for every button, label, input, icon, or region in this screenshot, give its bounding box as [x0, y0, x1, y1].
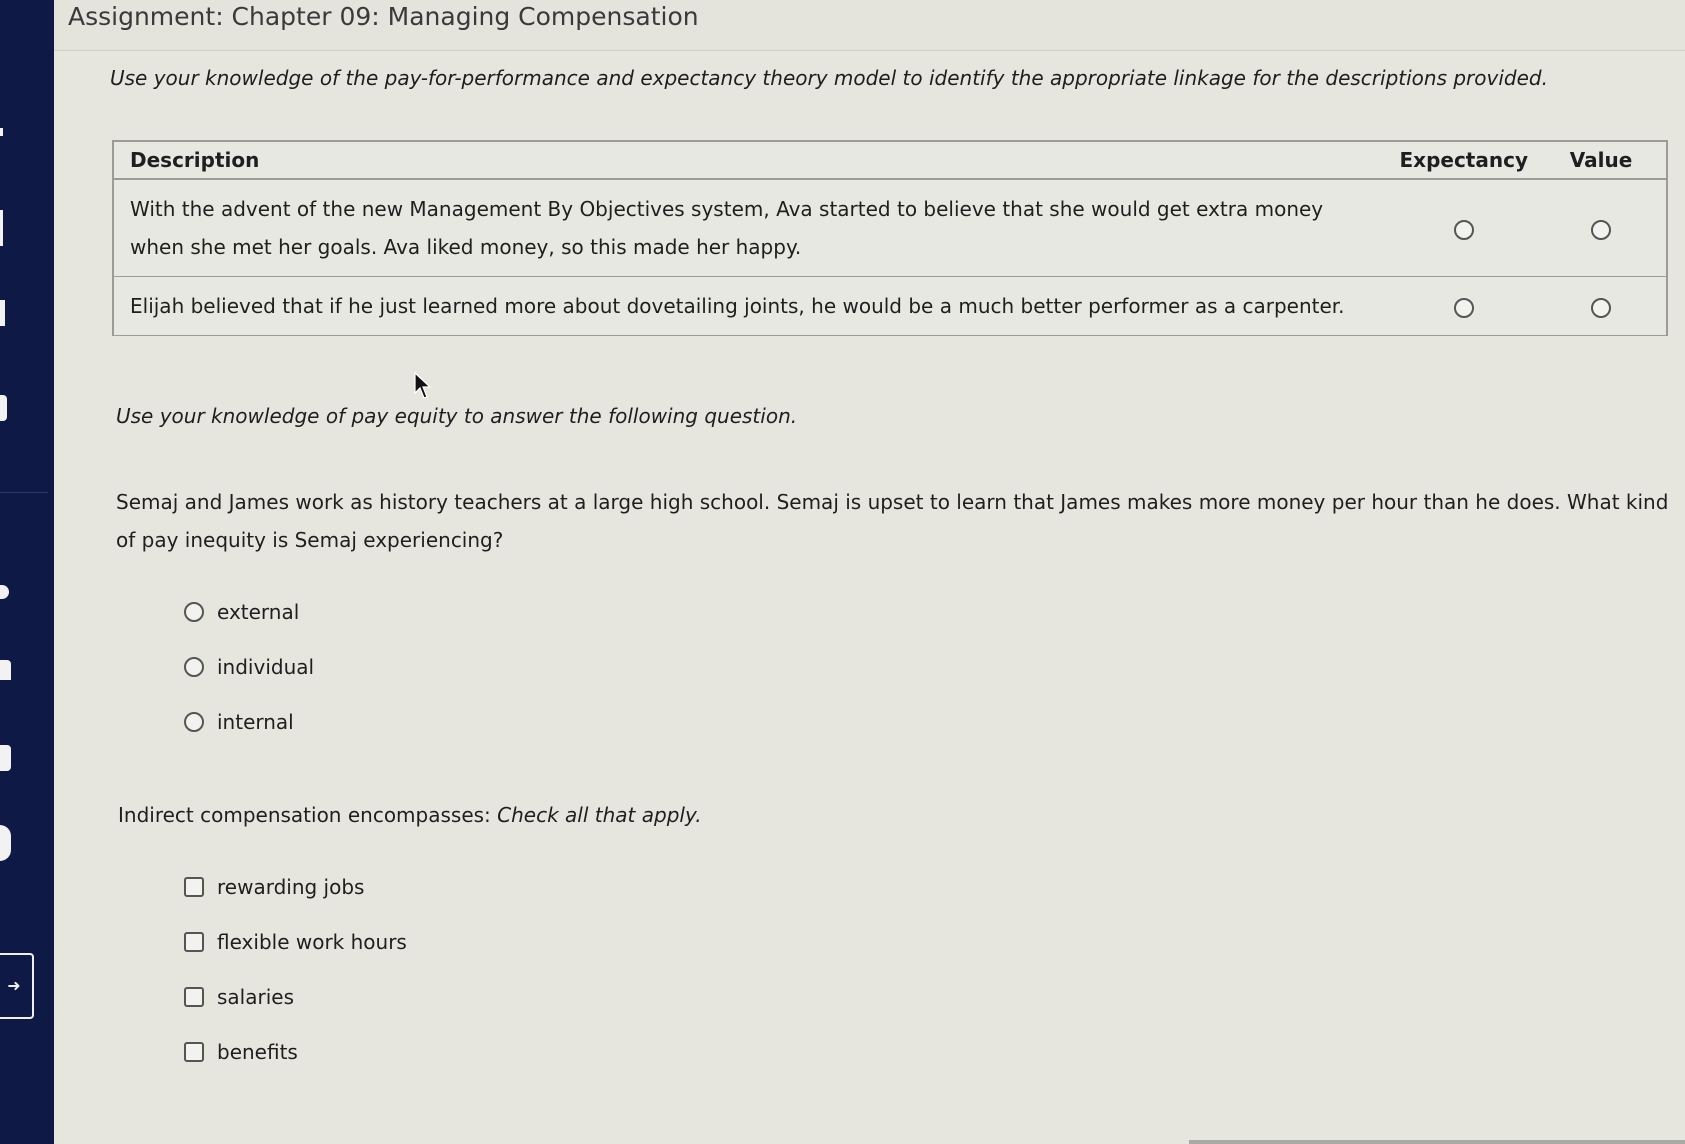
question3-hint: Check all that apply. [497, 803, 702, 827]
sidebar-nav-icon[interactable] [0, 395, 7, 421]
option-label: external [217, 599, 300, 624]
bottom-scroll-strip [1189, 1140, 1685, 1144]
column-header-description: Description [113, 141, 1392, 179]
page-title: Assignment: Chapter 09: Managing Compensation [68, 2, 699, 31]
option-rewarding-jobs[interactable] [184, 859, 407, 914]
option-internal[interactable] [184, 694, 314, 749]
row-description: Elijah believed that if he just learned more about dovetailing joints, he would be a much better performer as a carpenter. [113, 277, 1392, 336]
sidebar-nav-icon[interactable] [0, 128, 3, 136]
value-radio[interactable] [1591, 220, 1611, 240]
question3-prompt-text: Indirect compensation encompasses: [118, 803, 491, 827]
question3-options [184, 859, 407, 1079]
option-radio[interactable] [184, 602, 204, 622]
sidebar-nav-icon[interactable] [0, 825, 11, 861]
table-row [113, 179, 1667, 277]
option-label: salaries [217, 984, 294, 1009]
left-sidebar [0, 0, 54, 1144]
main-content [54, 0, 1685, 1144]
question2-text: Semaj and James work as history teachers at a large high school. Semaj is upset to learn that James makes more money per hour than he does. What kind of pay inequity is Semaj experiencing? [116, 490, 1669, 552]
question1-instruction: Use your knowledge of the pay-for-performance and expectancy theory model to identify the appropriate linkage for the descriptions provided. [110, 66, 1548, 90]
option-radio[interactable] [184, 657, 204, 677]
sidebar-nav-icon[interactable] [0, 210, 3, 246]
sidebar-nav-icon[interactable] [0, 585, 9, 599]
value-radio[interactable] [1591, 298, 1611, 318]
sidebar-divider [0, 492, 48, 493]
page-header [54, 0, 1685, 51]
table-row [113, 277, 1667, 336]
column-header-value: Value [1536, 141, 1667, 179]
cell-expectancy [1392, 277, 1537, 336]
expectancy-radio[interactable] [1454, 298, 1474, 318]
option-label: rewarding jobs [217, 874, 365, 899]
cell-value [1536, 179, 1667, 277]
cell-expectancy [1392, 179, 1537, 277]
option-salaries[interactable] [184, 969, 407, 1024]
sidebar-nav-icon[interactable] [0, 300, 5, 326]
option-label: internal [217, 709, 294, 734]
option-label: flexible work hours [217, 929, 407, 954]
option-checkbox[interactable] [184, 877, 204, 897]
question2-options [184, 584, 314, 749]
mouse-pointer-icon [414, 372, 432, 400]
option-benefits[interactable] [184, 1024, 407, 1079]
option-checkbox[interactable] [184, 987, 204, 1007]
option-external[interactable] [184, 584, 314, 639]
option-radio[interactable] [184, 712, 204, 732]
option-individual[interactable] [184, 639, 314, 694]
column-header-expectancy: Expectancy [1392, 141, 1537, 179]
sidebar-nav-icon[interactable] [0, 745, 11, 771]
row-description: With the advent of the new Management By Objectives system, Ava started to believe that she would get extra money when she met her goals. Ava liked money, so this made her happy. [113, 179, 1392, 277]
expectancy-radio[interactable] [1454, 220, 1474, 240]
option-checkbox[interactable] [184, 1042, 204, 1062]
option-flexible-work-hours[interactable] [184, 914, 407, 969]
question3-prompt [118, 803, 702, 827]
exit-arrow-icon[interactable]: ➜ [0, 953, 34, 1019]
matching-table [112, 140, 1668, 336]
option-checkbox[interactable] [184, 932, 204, 952]
option-label: benefits [217, 1039, 298, 1064]
sidebar-nav-icon[interactable] [0, 660, 11, 680]
question2-instruction: Use your knowledge of pay equity to answer the following question. [116, 404, 798, 428]
cell-value [1536, 277, 1667, 336]
option-label: individual [217, 654, 315, 679]
table-header-row [113, 141, 1667, 179]
